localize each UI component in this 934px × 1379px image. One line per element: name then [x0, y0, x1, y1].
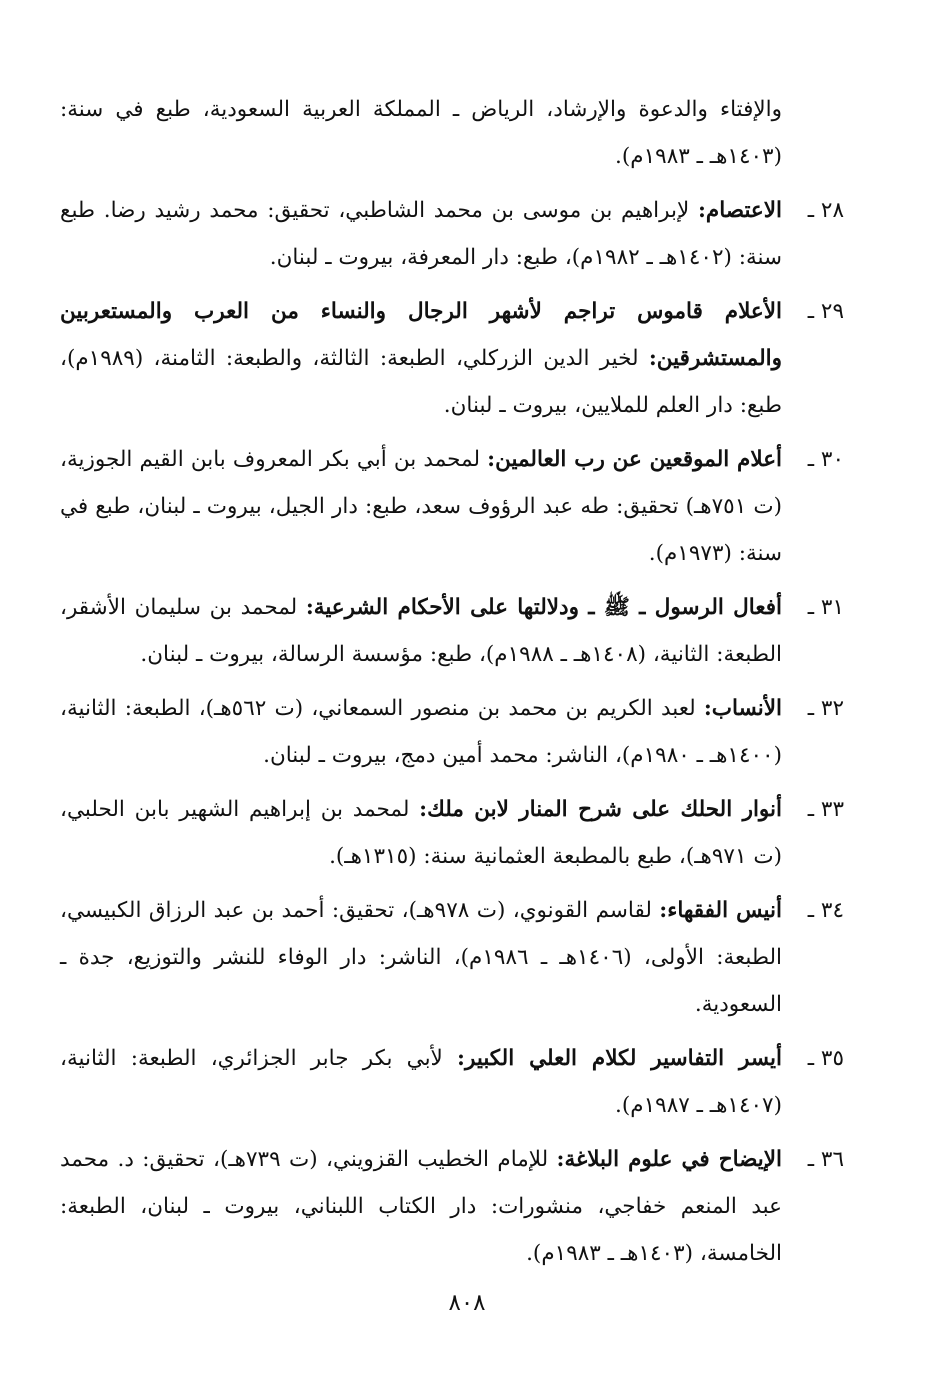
- bibliography-entry-28: [60, 187, 844, 281]
- entry-body: والإفتاء والدعوة والإرشاد، الرياض ـ المملكة العربية السعودية، طبع في سنة: (١٤٠٣هـ ـ ١٩٨٣م).: [60, 97, 782, 169]
- bibliography-entry-34: [60, 887, 844, 1028]
- entry-title: الأنساب:: [703, 696, 783, 721]
- entry-body: لمحمد بن إبراهيم الشهير بابن الحلبي، (ت ٩٧١هـ)، طبع بالمطبعة العثمانية سنة: (١٣١٥هـ).: [60, 797, 782, 869]
- entry-body: لمحمد بن سليمان الأشقر، الطبعة: الثانية، (١٤٠٨هـ ـ ١٩٨٨م)، طبع: مؤسسة الرسالة، بيروت ـ لبنان.: [60, 595, 782, 667]
- entry-title: أيسر التفاسير لكلام العلي الكبير:: [457, 1046, 782, 1071]
- entry-number: ٢٨ ـ: [807, 198, 844, 223]
- entry-body: لأبي بكر جابر الجزائري، الطبعة: الثانية، (١٤٠٧هـ ـ ١٩٨٧م).: [60, 1046, 782, 1118]
- bibliography-list: [60, 86, 844, 1284]
- entry-number: ٣٢ ـ: [807, 696, 844, 721]
- entry-body: لإبراهيم بن موسى بن محمد الشاطبي، تحقيق: محمد رشيد رضا. طبع سنة: (١٤٠٢هـ ـ ١٩٨٢م)، طبع: دار المعرفة، بيروت ـ لبنان.: [60, 198, 782, 270]
- entry-number: ٢٩ ـ: [807, 299, 844, 324]
- page-number: ٨٠٨: [448, 1290, 486, 1316]
- bibliography-entry-36: [60, 1136, 844, 1277]
- entry-body: لخير الدين الزركلي، الطبعة: الثالثة، والطبعة: الثامنة، (١٩٨٩م)، طبع: دار العلم للملايين، بيروت ـ لبنان.: [60, 346, 782, 418]
- entry-title: أنوار الحلك على شرح المنار لابن ملك:: [419, 797, 782, 822]
- bibliography-entry-continuation: [60, 86, 844, 180]
- bibliography-entry-31: [60, 584, 844, 678]
- entry-title: أعلام الموقعين عن رب العالمين:: [487, 447, 782, 472]
- entry-number: ٣٦ ـ: [807, 1147, 844, 1172]
- entry-body: لمحمد بن أبي بكر المعروف بابن القيم الجوزية، (ت ٧٥١هـ) تحقيق: طه عبد الرؤوف سعد، طبع: دار الجيل، بيروت ـ لبنان، طبع في سنة: (١٩٧٣م).: [60, 447, 782, 566]
- entry-title: الأعلام قاموس تراجم لأشهر الرجال والنساء من العرب والمستعربين والمستشرقين:: [60, 299, 782, 371]
- entry-body: لقاسم القونوي، (ت ٩٧٨هـ)، تحقيق: أحمد بن عبد الرزاق الكبيسي، الطبعة: الأولى، (١٤٠٦هـ ـ ١٩٨٦م)، الناشر: دار الوفاء للنشر والتوزيع، جدة ـ السعودية.: [60, 898, 783, 1017]
- entry-number: ٣١ ـ: [807, 595, 844, 620]
- bibliography-entry-35: [60, 1035, 844, 1129]
- bibliography-entry-29: [60, 288, 844, 429]
- entry-number: ٣٥ ـ: [807, 1046, 844, 1071]
- bibliography-entry-32: [60, 685, 844, 779]
- entry-body: للإمام الخطيب القزويني، (ت ٧٣٩هـ)، تحقيق: د. محمد عبد المنعم خفاجي، منشورات: دار الكتاب اللبناني، بيروت ـ لبنان، الطبعة: الخامسة، (١٤٠٣هـ ـ ١٩٨٣م).: [60, 1147, 782, 1266]
- bibliography-entry-33: [60, 786, 844, 880]
- entry-number: ٣٤ ـ: [807, 898, 844, 923]
- entry-number: ٣٠ ـ: [807, 447, 844, 472]
- entry-title: الإيضاح في علوم البلاغة:: [556, 1147, 782, 1172]
- entry-title: أنيس الفقهاء:: [659, 898, 783, 923]
- entry-title: الاعتصام:: [698, 198, 782, 223]
- entry-number: ٣٣ ـ: [807, 797, 844, 822]
- bibliography-entry-30: [60, 436, 844, 577]
- entry-title: أفعال الرسول ـ ﷺ ـ ودلالتها على الأحكام الشرعية:: [305, 595, 782, 620]
- entry-body: لعبد الكريم بن محمد بن منصور السمعاني، (ت ٥٦٢هـ)، الطبعة: الثانية، (١٤٠٠هـ ـ ١٩٨٠م)، الناشر: محمد أمين دمج، بيروت ـ لبنان.: [60, 696, 782, 768]
